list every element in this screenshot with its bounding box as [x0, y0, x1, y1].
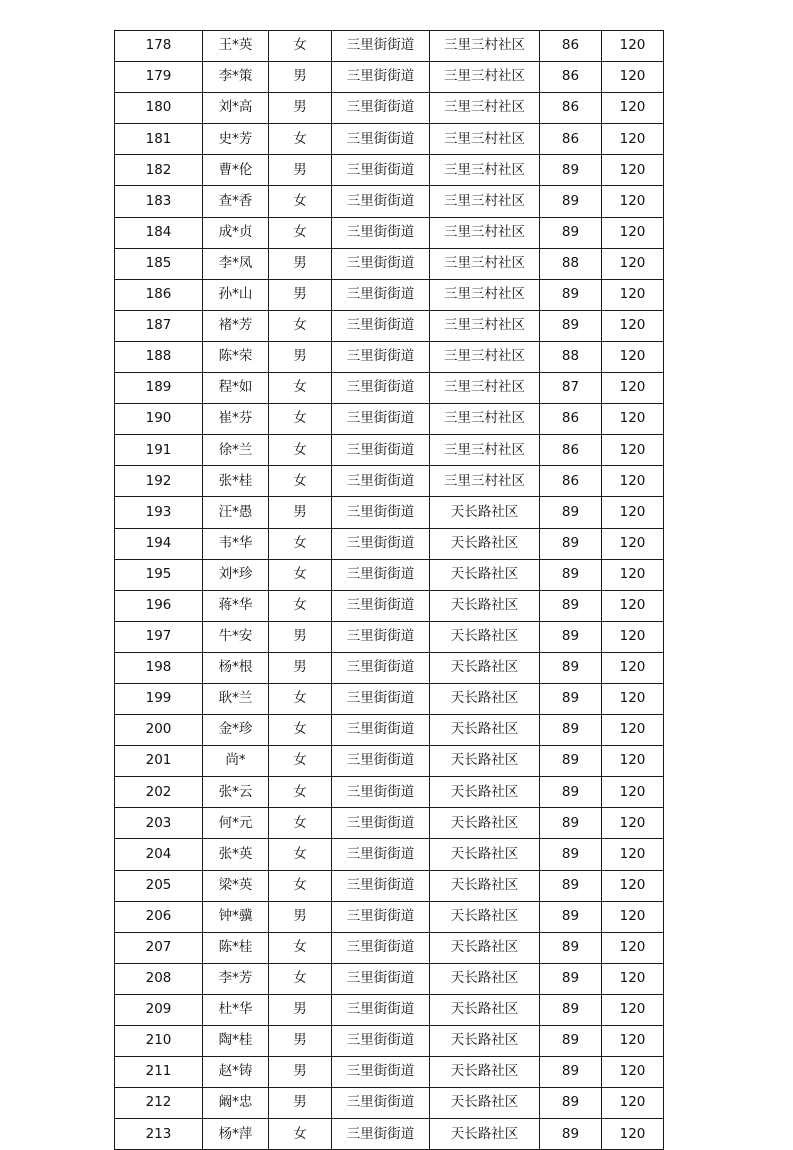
cell-row-number: 183 — [115, 186, 203, 217]
cell-name: 查*香 — [203, 186, 269, 217]
cell-row-number: 186 — [115, 279, 203, 310]
table-row — [115, 497, 664, 528]
cell-name: 张*桂 — [203, 466, 269, 497]
cell-row-number: 182 — [115, 155, 203, 186]
table-row — [115, 590, 664, 621]
cell-gender: 男 — [269, 155, 332, 186]
cell-amount: 120 — [602, 93, 664, 124]
cell-amount: 120 — [602, 994, 664, 1025]
cell-gender: 男 — [269, 1057, 332, 1088]
cell-street: 三里街街道 — [332, 777, 430, 808]
cell-street: 三里街街道 — [332, 248, 430, 279]
cell-gender: 女 — [269, 932, 332, 963]
cell-row-number: 200 — [115, 715, 203, 746]
cell-age: 89 — [540, 590, 602, 621]
cell-age: 86 — [540, 404, 602, 435]
cell-amount: 120 — [602, 155, 664, 186]
table-row — [115, 932, 664, 963]
cell-gender: 女 — [269, 528, 332, 559]
cell-gender: 男 — [269, 279, 332, 310]
table-row — [115, 1088, 664, 1119]
cell-row-number: 179 — [115, 62, 203, 93]
cell-gender: 女 — [269, 1119, 332, 1150]
table-body — [115, 31, 664, 1150]
cell-name: 钟*骥 — [203, 901, 269, 932]
cell-community: 天长路社区 — [430, 870, 540, 901]
cell-gender: 女 — [269, 186, 332, 217]
table-row — [115, 683, 664, 714]
cell-gender: 女 — [269, 746, 332, 777]
cell-gender: 女 — [269, 124, 332, 155]
cell-row-number: 197 — [115, 621, 203, 652]
cell-name: 张*英 — [203, 839, 269, 870]
table-row — [115, 746, 664, 777]
cell-gender: 男 — [269, 1088, 332, 1119]
cell-row-number: 180 — [115, 93, 203, 124]
cell-age: 86 — [540, 466, 602, 497]
cell-age: 89 — [540, 870, 602, 901]
cell-amount: 120 — [602, 1088, 664, 1119]
table-row — [115, 870, 664, 901]
cell-street: 三里街街道 — [332, 808, 430, 839]
cell-age: 89 — [540, 1026, 602, 1057]
cell-row-number: 195 — [115, 559, 203, 590]
cell-age: 89 — [540, 652, 602, 683]
table-row — [115, 310, 664, 341]
table-row — [115, 155, 664, 186]
cell-age: 89 — [540, 963, 602, 994]
cell-age: 89 — [540, 559, 602, 590]
cell-community: 三里三村社区 — [430, 155, 540, 186]
cell-community: 天长路社区 — [430, 901, 540, 932]
cell-age: 89 — [540, 279, 602, 310]
cell-row-number: 213 — [115, 1119, 203, 1150]
cell-age: 86 — [540, 435, 602, 466]
table-row — [115, 1026, 664, 1057]
cell-community: 天长路社区 — [430, 1057, 540, 1088]
cell-gender: 女 — [269, 435, 332, 466]
cell-community: 三里三村社区 — [430, 404, 540, 435]
cell-street: 三里街街道 — [332, 901, 430, 932]
cell-row-number: 192 — [115, 466, 203, 497]
cell-community: 天长路社区 — [430, 963, 540, 994]
cell-name: 蒋*华 — [203, 590, 269, 621]
cell-gender: 女 — [269, 466, 332, 497]
cell-community: 天长路社区 — [430, 559, 540, 590]
cell-community: 三里三村社区 — [430, 31, 540, 62]
cell-age: 89 — [540, 497, 602, 528]
cell-age: 89 — [540, 155, 602, 186]
cell-street: 三里街街道 — [332, 466, 430, 497]
cell-row-number: 184 — [115, 217, 203, 248]
table-row — [115, 217, 664, 248]
cell-row-number: 201 — [115, 746, 203, 777]
cell-name: 刘*高 — [203, 93, 269, 124]
cell-gender: 女 — [269, 808, 332, 839]
cell-community: 三里三村社区 — [430, 186, 540, 217]
cell-name: 李*策 — [203, 62, 269, 93]
cell-name: 刘*珍 — [203, 559, 269, 590]
cell-row-number: 206 — [115, 901, 203, 932]
cell-street: 三里街街道 — [332, 186, 430, 217]
cell-amount: 120 — [602, 341, 664, 372]
cell-street: 三里街街道 — [332, 652, 430, 683]
cell-amount: 120 — [602, 652, 664, 683]
cell-gender: 男 — [269, 1026, 332, 1057]
cell-amount: 120 — [602, 310, 664, 341]
cell-amount: 120 — [602, 746, 664, 777]
cell-street: 三里街街道 — [332, 590, 430, 621]
table-row — [115, 62, 664, 93]
cell-row-number: 199 — [115, 683, 203, 714]
cell-community: 三里三村社区 — [430, 373, 540, 404]
cell-community: 三里三村社区 — [430, 217, 540, 248]
table-row — [115, 248, 664, 279]
cell-street: 三里街街道 — [332, 746, 430, 777]
cell-street: 三里街街道 — [332, 1119, 430, 1150]
cell-gender: 女 — [269, 559, 332, 590]
cell-age: 89 — [540, 1119, 602, 1150]
cell-age: 86 — [540, 93, 602, 124]
cell-community: 三里三村社区 — [430, 124, 540, 155]
cell-row-number: 208 — [115, 963, 203, 994]
cell-name: 王*英 — [203, 31, 269, 62]
cell-amount: 120 — [602, 31, 664, 62]
table-row — [115, 1119, 664, 1150]
cell-amount: 120 — [602, 839, 664, 870]
cell-amount: 120 — [602, 1057, 664, 1088]
table-row — [115, 994, 664, 1025]
table-row — [115, 839, 664, 870]
cell-gender: 男 — [269, 901, 332, 932]
cell-age: 89 — [540, 1088, 602, 1119]
cell-row-number: 211 — [115, 1057, 203, 1088]
cell-amount: 120 — [602, 373, 664, 404]
cell-gender: 男 — [269, 621, 332, 652]
cell-name: 杨*萍 — [203, 1119, 269, 1150]
cell-name: 陶*桂 — [203, 1026, 269, 1057]
cell-street: 三里街街道 — [332, 62, 430, 93]
cell-gender: 女 — [269, 217, 332, 248]
cell-gender: 女 — [269, 310, 332, 341]
cell-amount: 120 — [602, 435, 664, 466]
cell-name: 金*珍 — [203, 715, 269, 746]
cell-gender: 女 — [269, 715, 332, 746]
cell-gender: 男 — [269, 248, 332, 279]
cell-age: 89 — [540, 1057, 602, 1088]
cell-amount: 120 — [602, 217, 664, 248]
cell-name: 史*芳 — [203, 124, 269, 155]
cell-street: 三里街街道 — [332, 217, 430, 248]
cell-age: 89 — [540, 217, 602, 248]
cell-gender: 男 — [269, 62, 332, 93]
cell-street: 三里街街道 — [332, 994, 430, 1025]
cell-community: 天长路社区 — [430, 808, 540, 839]
cell-row-number: 193 — [115, 497, 203, 528]
cell-community: 三里三村社区 — [430, 248, 540, 279]
cell-amount: 120 — [602, 963, 664, 994]
cell-name: 崔*芬 — [203, 404, 269, 435]
cell-community: 天长路社区 — [430, 994, 540, 1025]
table-row — [115, 31, 664, 62]
cell-name: 杨*根 — [203, 652, 269, 683]
cell-age: 89 — [540, 746, 602, 777]
cell-row-number: 191 — [115, 435, 203, 466]
cell-name: 褚*芳 — [203, 310, 269, 341]
table-row — [115, 715, 664, 746]
cell-community: 天长路社区 — [430, 1088, 540, 1119]
cell-name: 李*芳 — [203, 963, 269, 994]
cell-name: 李*凤 — [203, 248, 269, 279]
cell-street: 三里街街道 — [332, 870, 430, 901]
cell-community: 三里三村社区 — [430, 435, 540, 466]
cell-age: 89 — [540, 621, 602, 652]
cell-community: 天长路社区 — [430, 590, 540, 621]
cell-amount: 120 — [602, 466, 664, 497]
cell-row-number: 203 — [115, 808, 203, 839]
cell-amount: 120 — [602, 528, 664, 559]
cell-street: 三里街街道 — [332, 559, 430, 590]
cell-street: 三里街街道 — [332, 279, 430, 310]
table-row — [115, 963, 664, 994]
cell-amount: 120 — [602, 124, 664, 155]
cell-gender: 女 — [269, 963, 332, 994]
cell-street: 三里街街道 — [332, 31, 430, 62]
cell-row-number: 210 — [115, 1026, 203, 1057]
cell-age: 89 — [540, 683, 602, 714]
cell-amount: 120 — [602, 62, 664, 93]
cell-street: 三里街街道 — [332, 1057, 430, 1088]
cell-street: 三里街街道 — [332, 435, 430, 466]
cell-name: 孙*山 — [203, 279, 269, 310]
cell-amount: 120 — [602, 621, 664, 652]
cell-street: 三里街街道 — [332, 621, 430, 652]
cell-community: 天长路社区 — [430, 839, 540, 870]
table-row — [115, 559, 664, 590]
cell-age: 89 — [540, 777, 602, 808]
cell-row-number: 190 — [115, 404, 203, 435]
cell-street: 三里街街道 — [332, 341, 430, 372]
cell-community: 天长路社区 — [430, 528, 540, 559]
cell-community: 天长路社区 — [430, 932, 540, 963]
cell-age: 88 — [540, 248, 602, 279]
cell-row-number: 198 — [115, 652, 203, 683]
data-table — [114, 30, 664, 1150]
cell-gender: 男 — [269, 994, 332, 1025]
cell-street: 三里街街道 — [332, 373, 430, 404]
cell-community: 天长路社区 — [430, 746, 540, 777]
cell-community: 天长路社区 — [430, 621, 540, 652]
cell-amount: 120 — [602, 1026, 664, 1057]
cell-gender: 男 — [269, 652, 332, 683]
cell-age: 87 — [540, 373, 602, 404]
cell-gender: 男 — [269, 93, 332, 124]
document-page — [114, 30, 664, 1150]
cell-amount: 120 — [602, 870, 664, 901]
cell-amount: 120 — [602, 808, 664, 839]
cell-community: 天长路社区 — [430, 777, 540, 808]
cell-street: 三里街街道 — [332, 1026, 430, 1057]
cell-row-number: 207 — [115, 932, 203, 963]
cell-street: 三里街街道 — [332, 528, 430, 559]
cell-name: 杜*华 — [203, 994, 269, 1025]
cell-age: 89 — [540, 715, 602, 746]
cell-amount: 120 — [602, 559, 664, 590]
cell-community: 三里三村社区 — [430, 93, 540, 124]
cell-amount: 120 — [602, 932, 664, 963]
cell-street: 三里街街道 — [332, 839, 430, 870]
cell-gender: 女 — [269, 404, 332, 435]
cell-name: 赵*铸 — [203, 1057, 269, 1088]
cell-amount: 120 — [602, 279, 664, 310]
cell-amount: 120 — [602, 683, 664, 714]
cell-gender: 女 — [269, 683, 332, 714]
cell-name: 韦*华 — [203, 528, 269, 559]
cell-age: 89 — [540, 901, 602, 932]
cell-amount: 120 — [602, 248, 664, 279]
cell-name: 耿*兰 — [203, 683, 269, 714]
cell-amount: 120 — [602, 715, 664, 746]
cell-age: 89 — [540, 310, 602, 341]
cell-row-number: 209 — [115, 994, 203, 1025]
cell-street: 三里街街道 — [332, 404, 430, 435]
cell-gender: 女 — [269, 31, 332, 62]
cell-age: 88 — [540, 341, 602, 372]
cell-amount: 120 — [602, 901, 664, 932]
cell-age: 89 — [540, 186, 602, 217]
cell-row-number: 178 — [115, 31, 203, 62]
table-row — [115, 621, 664, 652]
table-row — [115, 901, 664, 932]
cell-name: 成*贞 — [203, 217, 269, 248]
cell-street: 三里街街道 — [332, 155, 430, 186]
cell-street: 三里街街道 — [332, 93, 430, 124]
cell-row-number: 196 — [115, 590, 203, 621]
cell-community: 天长路社区 — [430, 1119, 540, 1150]
cell-community: 三里三村社区 — [430, 341, 540, 372]
cell-street: 三里街街道 — [332, 683, 430, 714]
table-row — [115, 652, 664, 683]
table-row — [115, 466, 664, 497]
cell-gender: 女 — [269, 373, 332, 404]
cell-name: 何*元 — [203, 808, 269, 839]
cell-row-number: 185 — [115, 248, 203, 279]
cell-age: 86 — [540, 62, 602, 93]
table-row — [115, 93, 664, 124]
cell-name: 程*如 — [203, 373, 269, 404]
cell-name: 陈*桂 — [203, 932, 269, 963]
cell-gender: 男 — [269, 341, 332, 372]
cell-community: 三里三村社区 — [430, 62, 540, 93]
cell-community: 三里三村社区 — [430, 279, 540, 310]
table-row — [115, 279, 664, 310]
cell-name: 陈*荣 — [203, 341, 269, 372]
cell-gender: 女 — [269, 870, 332, 901]
cell-street: 三里街街道 — [332, 124, 430, 155]
cell-street: 三里街街道 — [332, 963, 430, 994]
table-row — [115, 435, 664, 466]
cell-age: 86 — [540, 31, 602, 62]
cell-age: 89 — [540, 808, 602, 839]
table-row — [115, 808, 664, 839]
cell-community: 天长路社区 — [430, 497, 540, 528]
cell-gender: 女 — [269, 777, 332, 808]
table-row — [115, 1057, 664, 1088]
cell-community: 天长路社区 — [430, 683, 540, 714]
cell-row-number: 212 — [115, 1088, 203, 1119]
cell-name: 曹*伦 — [203, 155, 269, 186]
cell-community: 天长路社区 — [430, 715, 540, 746]
cell-name: 徐*兰 — [203, 435, 269, 466]
cell-community: 三里三村社区 — [430, 310, 540, 341]
cell-row-number: 204 — [115, 839, 203, 870]
cell-name: 梁*英 — [203, 870, 269, 901]
cell-age: 89 — [540, 839, 602, 870]
table-row — [115, 124, 664, 155]
cell-row-number: 205 — [115, 870, 203, 901]
cell-row-number: 187 — [115, 310, 203, 341]
cell-amount: 120 — [602, 1119, 664, 1150]
cell-age: 89 — [540, 528, 602, 559]
cell-gender: 男 — [269, 497, 332, 528]
cell-amount: 120 — [602, 590, 664, 621]
cell-name: 汪*愚 — [203, 497, 269, 528]
table-row — [115, 528, 664, 559]
cell-row-number: 188 — [115, 341, 203, 372]
cell-community: 天长路社区 — [430, 652, 540, 683]
cell-row-number: 202 — [115, 777, 203, 808]
cell-street: 三里街街道 — [332, 1088, 430, 1119]
cell-community: 天长路社区 — [430, 1026, 540, 1057]
cell-age: 89 — [540, 994, 602, 1025]
cell-community: 三里三村社区 — [430, 466, 540, 497]
cell-name: 牛*安 — [203, 621, 269, 652]
cell-age: 89 — [540, 932, 602, 963]
table-row — [115, 373, 664, 404]
cell-row-number: 181 — [115, 124, 203, 155]
cell-age: 86 — [540, 124, 602, 155]
cell-name: 尚* — [203, 746, 269, 777]
cell-name: 张*云 — [203, 777, 269, 808]
cell-amount: 120 — [602, 497, 664, 528]
cell-amount: 120 — [602, 777, 664, 808]
cell-amount: 120 — [602, 186, 664, 217]
cell-street: 三里街街道 — [332, 497, 430, 528]
cell-gender: 女 — [269, 590, 332, 621]
table-row — [115, 186, 664, 217]
cell-name: 阚*忠 — [203, 1088, 269, 1119]
cell-gender: 女 — [269, 839, 332, 870]
cell-amount: 120 — [602, 404, 664, 435]
cell-row-number: 194 — [115, 528, 203, 559]
cell-street: 三里街街道 — [332, 310, 430, 341]
table-row — [115, 404, 664, 435]
cell-row-number: 189 — [115, 373, 203, 404]
cell-street: 三里街街道 — [332, 932, 430, 963]
table-row — [115, 777, 664, 808]
cell-street: 三里街街道 — [332, 715, 430, 746]
table-row — [115, 341, 664, 372]
